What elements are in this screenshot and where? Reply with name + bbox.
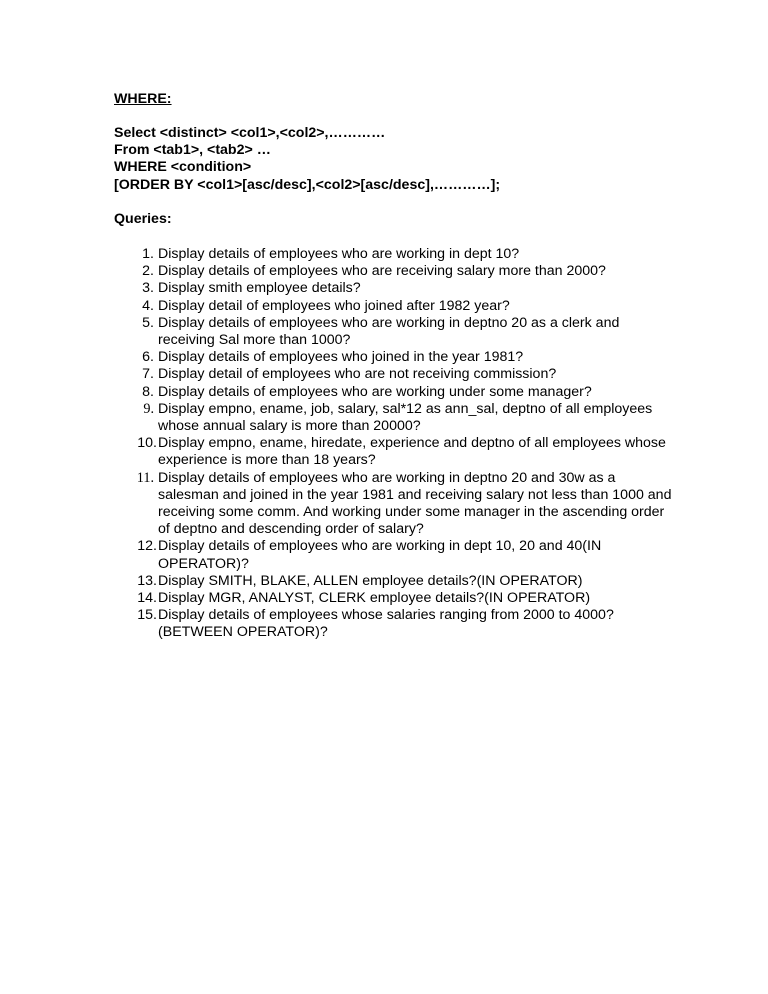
query-number: 6. [142, 349, 154, 366]
query-item [114, 366, 674, 383]
section-heading: WHERE: [114, 91, 172, 107]
query-number: 3. [142, 280, 154, 297]
query-number: 2. [142, 263, 154, 280]
query-item [114, 590, 674, 607]
query-number: 8. [142, 383, 154, 400]
syntax-block [114, 125, 674, 194]
syntax-select-line: Select <distinct> <col1>,<col2>,………… [114, 125, 386, 141]
query-text: Display details of employees who are working in deptno 20 and 30w as a salesman and joined in the year 1981 and receiving salary not less than 1000 and receiving some comm. And working under some manager in the ascending order of deptno and descending order of salary? [158, 469, 672, 538]
query-text: Display empno, ename, hiredate, experience and deptno of all employees whose experience is more than 18 years? [158, 435, 666, 469]
syntax-from-line: From <tab1>, <tab2> … [114, 142, 271, 159]
query-item [114, 538, 674, 572]
syntax-where-line: WHERE <condition> [114, 159, 252, 176]
query-text: Display details of employees who are working in dept 10, 20 and 40(IN OPERATOR)? [158, 538, 602, 572]
query-number: 5. [142, 314, 154, 331]
query-text: Display detail of employees who are not receiving commission? [158, 366, 557, 383]
query-item [114, 401, 674, 435]
query-item [114, 315, 674, 349]
query-number: 12. [137, 538, 157, 555]
query-number: 7. [142, 366, 154, 383]
query-item [114, 246, 674, 263]
query-text: Display detail of employees who joined after 1982 year? [158, 297, 510, 314]
query-item [114, 470, 674, 539]
query-text: Display details of employees who are working in dept 10? [158, 246, 520, 262]
query-number: 4. [142, 297, 154, 314]
query-text: Display details of employees who joined in the year 1981? [158, 349, 524, 366]
query-item [114, 280, 674, 297]
query-text: Display details of employees who are working under some manager? [158, 383, 592, 400]
query-number: 9. [143, 400, 154, 417]
query-text: Display SMITH, BLAKE, ALLEN employee details?(IN OPERATOR) [158, 572, 583, 589]
query-number: 10. [137, 435, 157, 452]
query-text: Display MGR, ANALYST, CLERK employee details?(IN OPERATOR) [158, 590, 591, 607]
query-number: 15. [137, 607, 157, 624]
queries-label: Queries: [114, 211, 172, 227]
syntax-orderby-line: [ORDER BY <col1>[asc/desc],<col2>[asc/desc],…………]; [114, 176, 501, 193]
query-number: 13. [137, 572, 157, 589]
query-item [114, 298, 674, 315]
query-item [114, 263, 674, 280]
query-item [114, 607, 674, 641]
queries-list [114, 246, 674, 642]
query-text: Display details of employees whose salaries ranging from 2000 to 4000?(BETWEEN OPERATOR)? [158, 607, 614, 641]
query-text: Display smith employee details? [158, 280, 361, 297]
query-number: 14. [137, 590, 157, 607]
query-text: Display details of employees who are working in deptno 20 as a clerk and receiving Sal more than 1000? [158, 314, 620, 349]
query-text: Display details of employees who are receiving salary more than 2000? [158, 263, 606, 280]
query-text: Display empno, ename, job, salary, sal*12 as ann_sal, deptno of all employees whose annual salary is more than 20000? [158, 400, 653, 435]
query-item [114, 435, 674, 469]
query-item [114, 349, 674, 366]
query-number: 11. [136, 469, 154, 486]
query-item [114, 384, 674, 401]
query-item [114, 573, 674, 590]
query-number: 1. [142, 246, 154, 262]
